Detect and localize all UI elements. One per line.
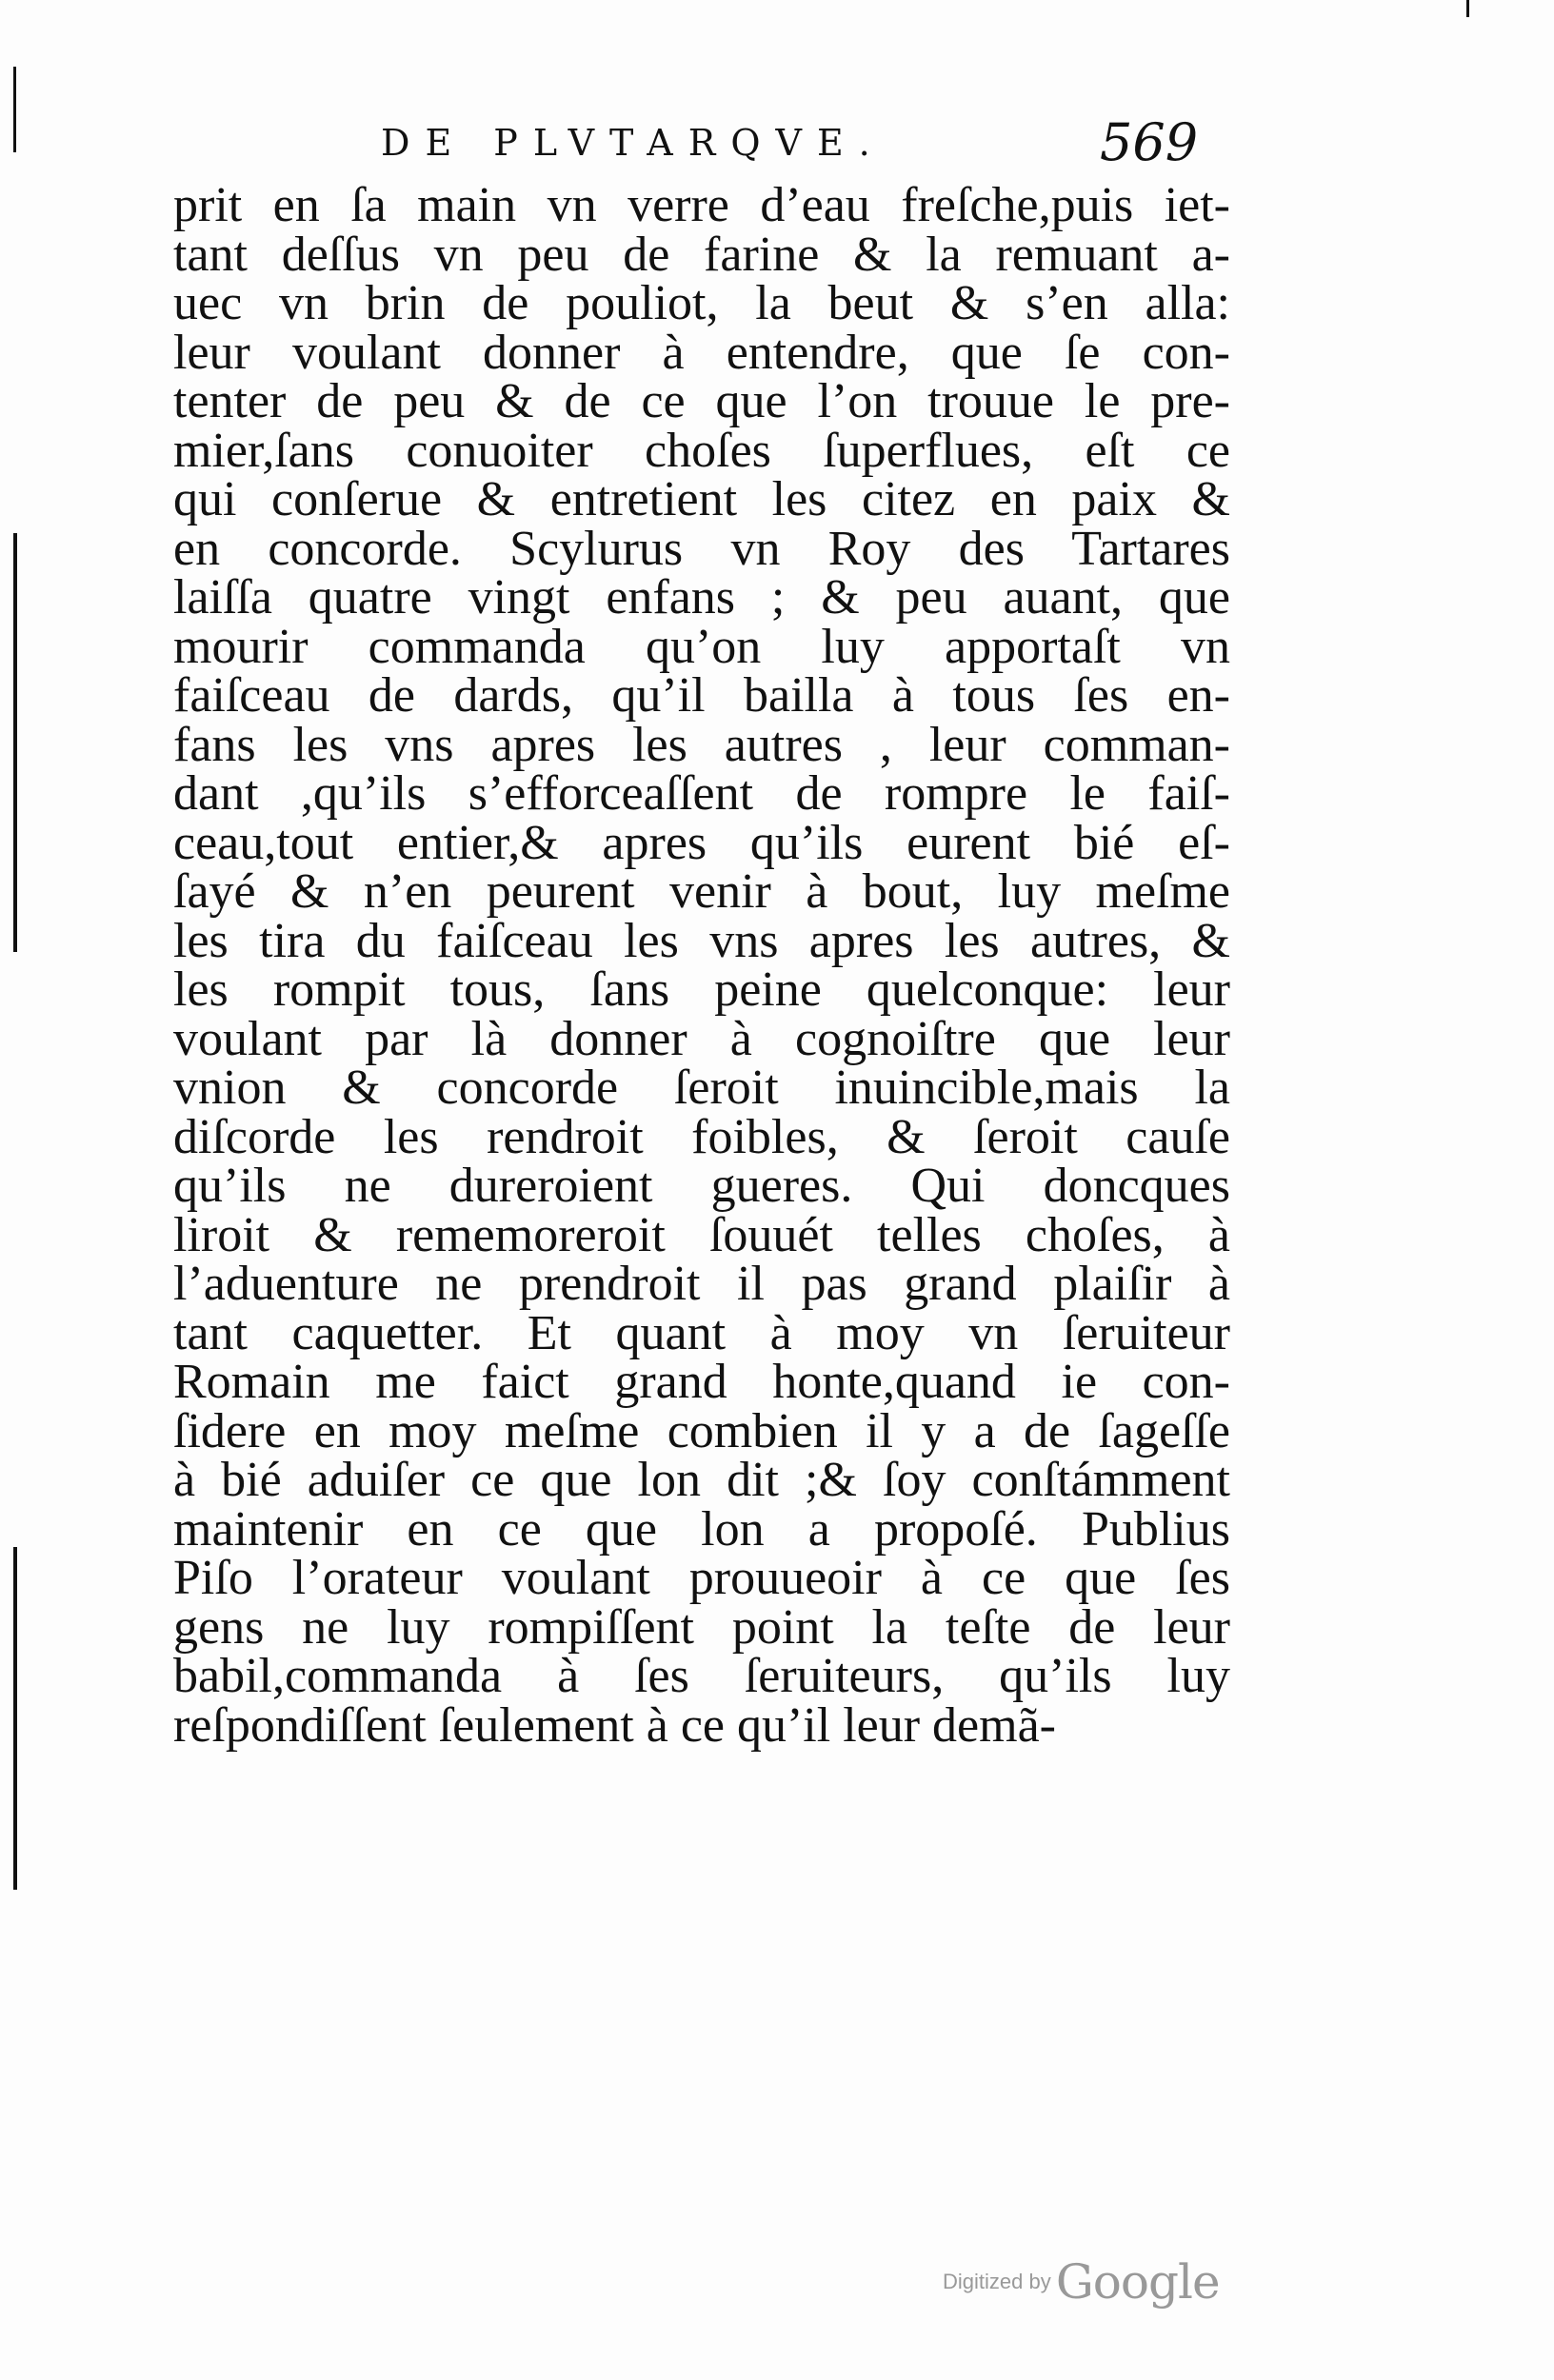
text-line: fans les vns apres les autres , leur comman-: [173, 717, 1230, 772]
text-line: ſayé & n’en peurent venir à bout, luy meſme: [173, 864, 1230, 919]
text-line: uec vn brin de pouliot, la beut & s’en alla:: [173, 276, 1230, 330]
text-line: tant caquetter. Et quant à moy vn ſeruiteur: [173, 1305, 1230, 1360]
text-line: tant deſſus vn peu de farine & la remuant a-: [173, 227, 1230, 282]
text-line: dant ,qu’ils s’efforceaſſent de rompre le faiſ-: [173, 766, 1230, 821]
body-text: [173, 178, 1230, 1753]
text-line: l’aduenture ne prendroit il pas grand plaiſir à: [173, 1257, 1230, 1311]
text-line: mier,ſans conuoiter choſes ſuperflues, eſt ce: [173, 423, 1230, 478]
running-title: DE PLVTARQVE.: [381, 122, 886, 164]
scan-edge-mark: [13, 1547, 17, 1890]
text-line: babil,commanda à ſes ſeruiteurs, qu’ils luy: [173, 1649, 1230, 1703]
digitized-by-google-watermark: [943, 2254, 1257, 2330]
text-line: les rompit tous, ſans peine quelconque: leur: [173, 962, 1230, 1017]
text-line: leur voulant donner à entendre, que ſe con-: [173, 325, 1230, 380]
text-line: à bié aduiſer ce que lon dit ;& ſoy conſtámment: [173, 1453, 1230, 1507]
text-line: faiſceau de dards, qu’il bailla à tous ſes en-: [173, 668, 1230, 723]
text-line: vnion & concorde ſeroit inuincible,mais la: [173, 1061, 1230, 1115]
text-line: Romain me faict grand honte,quand ie con-: [173, 1355, 1230, 1409]
text-line: gens ne luy rompiſſent point la teſte de leur: [173, 1599, 1230, 1655]
scan-edge-mark: [13, 533, 17, 952]
text-line: qu’ils ne dureroient gueres. Qui doncques: [173, 1159, 1230, 1213]
text-line: maintenir en ce que lon a propoſé. Publius: [173, 1501, 1230, 1557]
text-line: mourir commanda qu’on luy apportaſt vn: [173, 619, 1230, 674]
page-number: 569: [1100, 112, 1199, 172]
text-line: diſcorde les rendroit foibles, & ſeroit cauſe: [173, 1109, 1230, 1164]
text-line: liroit & rememoreroit ſouuét telles choſes, à: [173, 1207, 1230, 1262]
text-line: qui conſerue & entretient les citez en paix &: [173, 472, 1230, 526]
text-line: les tira du faiſceau les vns apres les autres, &: [173, 913, 1230, 968]
text-line: reſpondiſſent ſeulement à ce qu’il leur demã-: [173, 1697, 1056, 1753]
text-line: voulant par là donner à cognoiſtre que leur: [173, 1011, 1230, 1066]
text-line: tenter de peu & de ce que l’on trouue le pre-: [173, 374, 1230, 428]
text-line: laiſſa quatre vingt enfans ; & peu auant, que: [173, 570, 1230, 625]
text-line: prit en ſa main vn verre d’eau freſche,puis iet-: [173, 178, 1230, 232]
text-line: ſidere en moy meſme combien il y a de ſageſſe: [173, 1403, 1230, 1458]
scan-edge-mark: [13, 67, 16, 152]
text-line: Piſo l’orateur voulant prouueoir à ce que ſes: [173, 1551, 1230, 1605]
google-logo: Google: [1055, 2254, 1220, 2310]
text-line: ceau,tout entier,& apres qu’ils eurent bié eſ-: [173, 815, 1230, 870]
watermark-prefix: Digitized by: [943, 2270, 1051, 2293]
text-line: en concorde. Scylurus vn Roy des Tartares: [173, 521, 1230, 576]
scan-edge-mark: [1466, 0, 1469, 17]
